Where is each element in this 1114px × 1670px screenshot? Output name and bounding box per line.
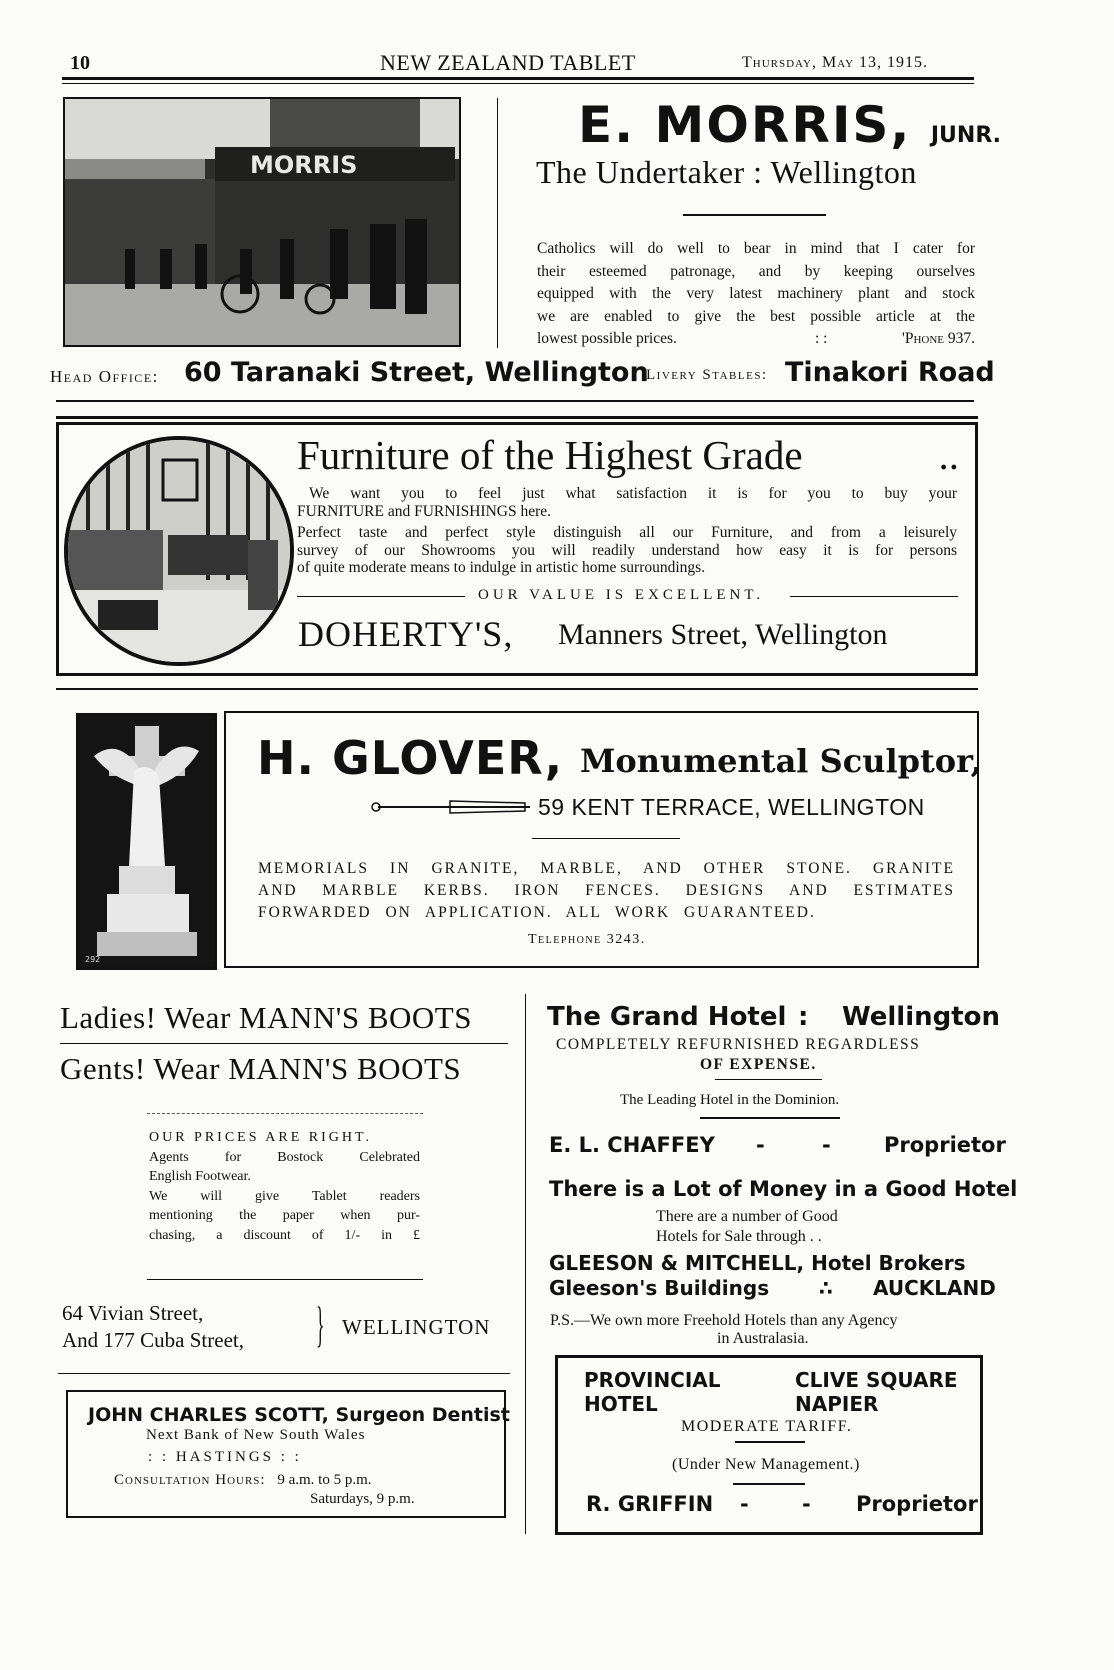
glover-body-line: AND MARBLE KERBS. IRON FENCES. DESIGNS AND ESTIMATES	[258, 882, 955, 899]
morris-last-line: lowest possible prices.	[537, 330, 677, 347]
morris-phone: 'Phone 937.	[902, 330, 975, 347]
grand-hotel-line2: OF EXPENSE.	[700, 1056, 817, 1073]
morris-last-sep: : :	[815, 330, 828, 347]
grand-hotel-rule1	[715, 1079, 822, 1080]
morris-body	[537, 238, 975, 351]
header-rule-thin	[62, 83, 974, 84]
morris-name	[578, 96, 1001, 154]
grand-hotel-name: The Grand Hotel	[547, 1002, 787, 1032]
doherty-headline-dots: ..	[938, 432, 959, 478]
doherty-p2-line: survey of our Showrooms you will readily understand how easy it is for persons	[297, 541, 957, 559]
provincial-right1: CLIVE SQUARE	[795, 1368, 958, 1392]
provincial-management: (Under New Management.)	[672, 1456, 860, 1473]
glover-body-line: MEMORIALS IN GRANITE, MARBLE, AND OTHER STONE. GRANITE	[258, 860, 955, 877]
glover-body-last: FORWARDED ON APPLICATION. ALL WORK GUARANTEED.	[258, 904, 816, 921]
grand-hotel-proprietor-label: Proprietor	[884, 1133, 1006, 1157]
mann-body-line: English Footwear.	[149, 1169, 251, 1184]
glover-body	[258, 858, 955, 924]
mann-body-rule	[147, 1279, 423, 1280]
doherty-headline-text: Furniture of the Highest Grade	[297, 432, 803, 478]
mann-prices: OUR PRICES ARE RIGHT.	[149, 1130, 372, 1145]
provincial-rule2	[733, 1483, 805, 1485]
provincial-tariff: MODERATE TARIFF.	[681, 1418, 853, 1435]
morris-body-line: Catholics will do well to bear in mind that I cater for	[537, 240, 975, 257]
grand-hotel-hotels-line2: Hotels for Sale through . .	[656, 1228, 822, 1245]
column-divider	[525, 994, 526, 1534]
grand-hotel-money: There is a Lot of Money in a Good Hotel	[549, 1177, 1018, 1201]
provincial-left1: PROVINCIAL	[584, 1368, 721, 1392]
grand-hotel-sep: :	[798, 1002, 809, 1032]
provincial-label: Proprietor	[856, 1492, 978, 1516]
scott-hours-label: Consultation Hours:	[114, 1472, 266, 1488]
glover-address: 59 KENT TERRACE, WELLINGTON	[538, 794, 925, 820]
glover-title: Monumental Sculptor,	[580, 742, 982, 780]
doherty-bottom-rule	[56, 688, 978, 690]
photo-caption: 292	[85, 955, 101, 964]
mann-gents: Gents! Wear MANN'S BOOTS	[60, 1051, 462, 1086]
monument-angel-photo	[76, 713, 217, 970]
scott-hours-value: 9 a.m. to 5 p.m.	[277, 1472, 372, 1488]
grand-hotel-rule2	[700, 1117, 840, 1119]
mann-body-line: chasing, a discount of 1/- in £	[149, 1227, 420, 1243]
scott-line2: Next Bank of New South Wales	[146, 1427, 366, 1443]
scott-line3: : : HASTINGS : :	[148, 1449, 302, 1465]
doherty-value-rule-right	[790, 596, 958, 597]
pointing-hand-icon	[370, 798, 530, 816]
grand-hotel-hotels-line1: There are a number of Good	[656, 1208, 838, 1225]
grand-hotel-brokers-a: Gleeson's Buildings	[549, 1276, 770, 1300]
morris-subtitle: The Undertaker : Wellington	[536, 154, 917, 190]
doherty-value-rule-left	[297, 596, 465, 597]
provincial-rule1	[735, 1441, 805, 1443]
scott-hours	[114, 1472, 372, 1489]
glover-short-rule	[532, 838, 680, 839]
morris-name-text: E. MORRIS,	[578, 96, 912, 154]
grand-hotel-ps2: in Australasia.	[717, 1330, 809, 1347]
mann-address1: 64 Vivian Street,	[62, 1301, 204, 1325]
glover-telephone: Telephone 3243.	[528, 932, 646, 947]
doherty-body	[297, 485, 957, 577]
morris-junr: JUNR.	[930, 123, 1002, 148]
morris-livery-label: Livery Stables:	[646, 367, 768, 383]
mann-brace: }	[316, 1296, 325, 1352]
provincial-right2: NAPIER	[795, 1392, 879, 1416]
mann-body	[149, 1128, 420, 1245]
doherty-p1-line1: We want you to feel just what satisfaction it is for you to buy your	[309, 485, 957, 502]
mann-body-line: Agents for Bostock Celebrated	[149, 1149, 420, 1165]
doherty-address: Manners Street, Wellington	[558, 618, 888, 651]
newspaper-title: NEW ZEALAND TABLET	[380, 50, 636, 75]
grand-hotel-brokers-b: AUCKLAND	[873, 1276, 996, 1300]
grand-hotel-ps: P.S.—We own more Freehold Hotels than any Agency	[550, 1312, 898, 1329]
grand-hotel-proprietor-sep: - -	[756, 1133, 831, 1157]
morris-body-last	[537, 328, 975, 351]
mann-ladies: Ladies! Wear MANN'S BOOTS	[60, 1000, 472, 1035]
header-rule	[62, 77, 974, 80]
page-number: 10	[70, 52, 90, 74]
morris-livery: Tinakori Road	[785, 357, 995, 388]
grand-hotel-leading: The Leading Hotel in the Dominion.	[620, 1092, 840, 1108]
doherty-p2-last: of quite moderate means to indulge in artistic home surroundings.	[297, 559, 706, 576]
grand-hotel-brokers-sep: ∴	[819, 1276, 833, 1300]
morris-body-line: we are enabled to give the best possible article at the	[537, 307, 975, 325]
morris-divider	[497, 98, 498, 348]
issue-date: Thursday, May 13, 1915.	[742, 54, 929, 71]
morris-head-office-label: Head Office:	[50, 367, 159, 386]
provincial-proprietor: R. GRIFFIN	[586, 1492, 714, 1516]
provincial-left2: HOTEL	[584, 1392, 658, 1416]
doherty-headline	[297, 431, 959, 479]
scott-name: JOHN CHARLES SCOTT, Surgeon Dentist	[88, 1404, 510, 1426]
doherty-p1-line2: FURNITURE and FURNISHINGS here.	[297, 502, 552, 520]
scott-saturday: Saturdays, 9 p.m.	[310, 1491, 415, 1507]
doherty-top-rule	[56, 416, 978, 419]
mann-mid-rule	[60, 1043, 508, 1044]
mann-dash-rule	[147, 1113, 423, 1115]
morris-body-line: equipped with the very latest machinery plant and stock	[537, 285, 975, 302]
photo-sign-text: MORRIS	[250, 151, 358, 179]
doherty-name: DOHERTY'S,	[298, 614, 514, 654]
grand-hotel-line1: COMPLETELY REFURNISHED REGARDLESS	[556, 1036, 921, 1053]
grand-hotel-proprietor-name: E. L. CHAFFEY	[549, 1133, 715, 1157]
morris-premises-photo	[63, 97, 461, 347]
grand-hotel-brokers-line1: GLEESON & MITCHELL, Hotel Brokers	[549, 1251, 966, 1275]
mann-address2: And 177 Cuba Street,	[62, 1328, 244, 1352]
provincial-sep: - -	[740, 1492, 811, 1516]
mann-address	[62, 1300, 244, 1354]
doherty-p2-line: Perfect taste and perfect style distinguish all our Furniture, and from a leisurely	[297, 524, 957, 541]
morris-bottom-rule	[56, 400, 974, 402]
morris-head-office: 60 Taranaki Street, Wellington	[184, 357, 649, 388]
doherty-value-line: OUR VALUE IS EXCELLENT.	[478, 587, 765, 603]
morris-body-line: their esteemed patronage, and by keeping ourselves	[537, 262, 975, 280]
mann-body-line: We will give Tablet readers	[149, 1188, 420, 1204]
furniture-showroom-photo	[64, 436, 294, 666]
glover-name: H. GLOVER,	[257, 731, 564, 785]
mann-body-line: mentioning the paper when pur-	[149, 1208, 420, 1223]
mann-bottom-rule	[58, 1373, 510, 1374]
grand-hotel-city: Wellington	[842, 1002, 1001, 1032]
morris-short-rule	[683, 214, 826, 216]
mann-city: WELLINGTON	[342, 1315, 491, 1339]
